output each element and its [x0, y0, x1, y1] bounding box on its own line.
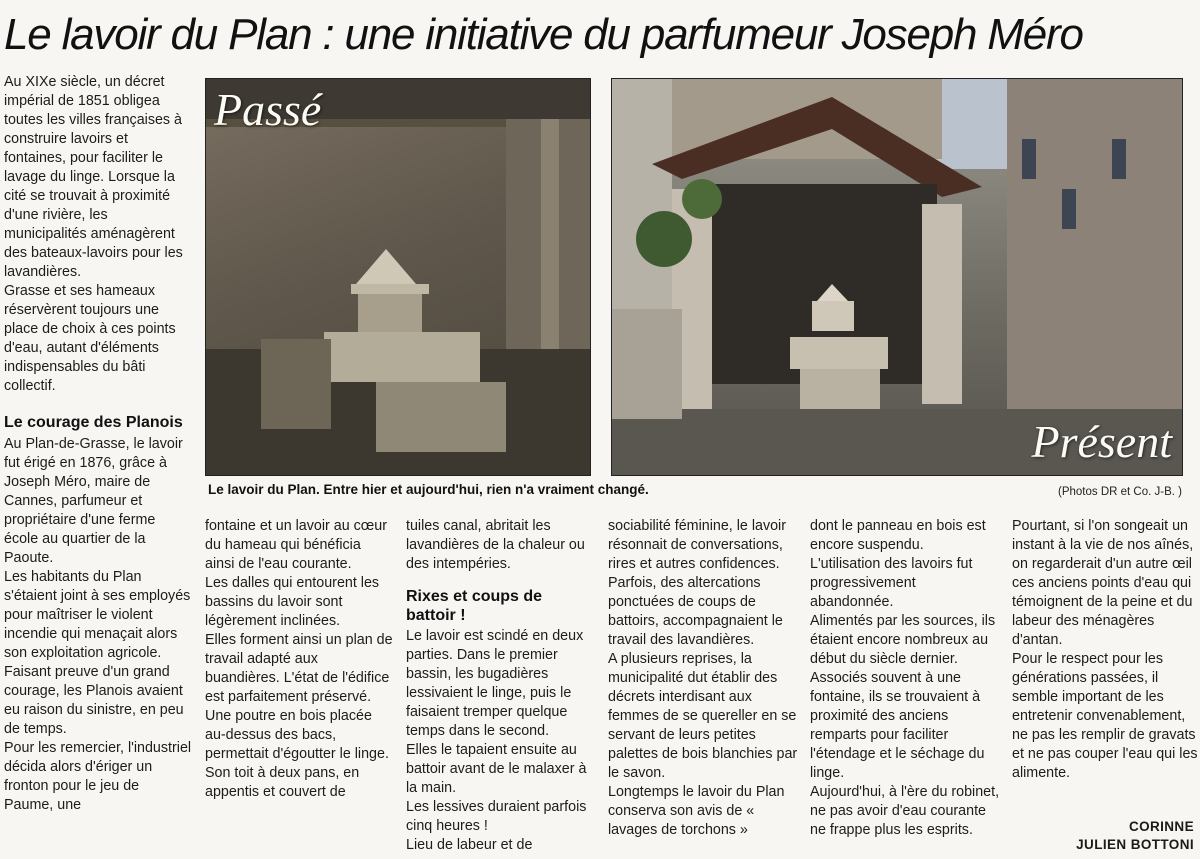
photo-past-illustration	[206, 79, 590, 475]
article-headline: Le lavoir du Plan : une initiative du parfumeur Joseph Méro	[4, 10, 1083, 59]
author-full-name: JULIEN BOTTONI	[1076, 837, 1194, 852]
subheading-rixes: Rixes et coups de battoir !	[406, 588, 543, 624]
paragraph: Aujourd'hui, à l'ère du robinet, ne pas avoir d'eau courante ne frappe plus les esprits.	[810, 784, 1000, 838]
paragraph: Grasse et ses hameaux réservèrent toujours une place de choix à ces points d'eau, autant d'éléments indispensables du bâti collectif.	[4, 283, 176, 394]
paragraph: Alimentés par les sources, ils étaient encore nombreux au début du siècle dernier. Associés souvent à une fontaine, ils se trouvaient à proximité des anciens remparts pour faciliter l'étendage et le séchage du linge.	[810, 613, 996, 781]
paragraph: Les dalles qui entourent les bassins du lavoir sont légèrement inclinées.	[205, 575, 380, 629]
paragraph: Au Plan-de-Grasse, le lavoir fut érigé en 1876, grâce à Joseph Méro, maire de Cannes, parfumeur et propriétaire d'une ferme école au quartier de la Paoute.	[4, 435, 183, 566]
paragraph: Au XIXe siècle, un décret impérial de 1851 obligea toutes les villes françaises à construire lavoirs et fontaines, pour faciliter le lavage du linge. Lorsque la cité se trouvait à proximité d'une rivière, les municipalités aménagèrent des bateaux-lavoirs pour les lavandières.	[4, 74, 183, 280]
article-column-6	[1012, 517, 1198, 857]
paragraph: Longtemps le lavoir du Plan conserva son avis de « lavages de torchons »	[608, 784, 785, 838]
paragraph: Pour le respect pour les générations passées, il semble important de les entretenir convenablement, ne pas les remplir de gravats et ne pas couper l'eau qui les alimente.	[1012, 651, 1198, 781]
author-first-name: CORINNE	[1128, 819, 1194, 834]
paragraph: Son toit à deux pans, en appentis et couvert de	[205, 765, 360, 800]
photo-label-present: Présent	[1031, 416, 1172, 467]
paragraph: Pourtant, si l'on songeait un instant à la vie de nos aînés, on regarderait d'un autre œil ces anciens points d'eau qui témoignent de la peine et du labeur des ménagères d'antan.	[1012, 518, 1194, 648]
paragraph: Les habitants du Plan s'étaient joint à ses employés pour maîtriser le violent incendie qui menaçait alors son exploitation agricole.	[4, 568, 191, 661]
paragraph: dont le panneau en bois est encore suspendu.	[810, 518, 986, 553]
photo-present	[611, 78, 1183, 476]
photo-caption: Le lavoir du Plan. Entre hier et aujourd'hui, rien n'a vraiment changé.	[208, 482, 649, 497]
paragraph: Faisant preuve d'un grand courage, les Planois avaient eu raison du sinistre, en peu de temps.	[4, 663, 184, 737]
paragraph: Elles forment ainsi un plan de travail adapté aux buandières. L'état de l'édifice est parfaitement préservé.	[205, 632, 393, 705]
paragraph: Elles le tapaient ensuite au battoir avant de le malaxer à la main.	[406, 742, 587, 796]
paragraph: A plusieurs reprises, la municipalité dut établir des décrets interdisant aux femmes de se quereller en se servant de leurs petites palettes de bois blanchies par le savon.	[608, 651, 798, 781]
article-column-2	[205, 517, 393, 857]
article-column-1	[4, 73, 192, 857]
paragraph: Parfois, des altercations ponctuées de coups de battoirs, accompagnaient le travail des lavandières.	[608, 575, 783, 648]
paragraph: Le lavoir est scindé en deux parties. Dans le premier bassin, les bugadières lessivaient le linge, puis le faisaient tremper quelque temps dans le second.	[406, 628, 584, 739]
subheading-courage: Le courage des Planois	[4, 414, 183, 431]
article-column-4	[608, 517, 798, 857]
paragraph: L'utilisation des lavoirs fut progressivement abandonnée.	[810, 556, 973, 610]
author-signature	[1076, 818, 1194, 854]
paragraph: Pour les remercier, l'industriel décida alors d'ériger un fronton pour le jeu de Paume, une	[4, 739, 192, 813]
paragraph: sociabilité féminine, le lavoir résonnait de conversations, rires et autres confidences.	[608, 518, 786, 572]
photo-credit: (Photos DR et Co. J-B. )	[1058, 486, 1182, 498]
paragraph: Lieu de labeur et de	[406, 837, 533, 853]
photo-label-past: Passé	[214, 84, 322, 135]
article-column-3	[406, 517, 596, 857]
paragraph: fontaine et un lavoir au cœur du hameau qui bénéficia ainsi de l'eau courante.	[205, 518, 387, 572]
paragraph: Une poutre en bois placée au-dessus des bacs, permettait d'égoutter le linge.	[205, 708, 389, 762]
paragraph: Les lessives duraient parfois cinq heures !	[406, 799, 587, 834]
photo-past	[205, 78, 591, 476]
article-column-5	[810, 517, 1000, 857]
paragraph: tuiles canal, abritait les lavandières de la chaleur ou des intempéries.	[406, 518, 585, 572]
